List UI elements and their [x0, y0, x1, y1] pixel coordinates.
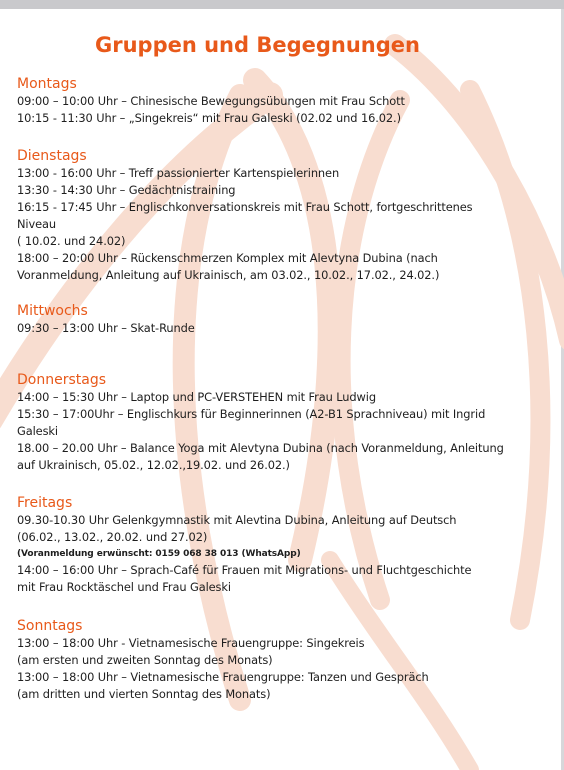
- schedule-line: 14:00 – 15:30 Uhr – Laptop und PC-VERSTEHEN mit Frau Ludwig: [17, 390, 376, 404]
- section-sonntags: [17, 618, 429, 703]
- section-heading: Dienstags: [17, 148, 87, 164]
- schedule-line: 13:00 – 18:00 Uhr – Vietnamesische Frauengruppe: Tanzen und Gespräch: [17, 670, 429, 684]
- section-heading: Montags: [17, 76, 77, 92]
- schedule-line: 09.30-10.30 Uhr Gelenkgymnastik mit Alevtina Dubina, Anleitung auf Deutsch: [17, 513, 457, 527]
- schedule-line: 18:00 – 20:00 Uhr – Rückenschmerzen Komplex mit Alevtyna Dubina (nach: [17, 251, 438, 265]
- schedule-line: 13:00 – 18:00 Uhr - Vietnamesische Frauengruppe: Singekreis: [17, 636, 365, 650]
- section-freitags: [17, 495, 471, 596]
- section-heading: Freitags: [17, 495, 73, 511]
- schedule-line: Galeski: [17, 424, 58, 438]
- schedule-line: 13:00 - 16:00 Uhr – Treff passionierter Kartenspielerinnen: [17, 166, 340, 180]
- schedule-line: 13:30 - 14:30 Uhr – Gedächtnistraining: [17, 183, 236, 197]
- schedule-line: Voranmeldung, Anleitung auf Ukrainisch, am 03.02., 10.02., 17.02., 24.02.): [17, 268, 440, 282]
- section-heading: Mittwochs: [17, 303, 88, 319]
- schedule-line: 09:00 – 10:00 Uhr – Chinesische Bewegungsübungen mit Frau Schott: [17, 94, 405, 108]
- section-heading: Donnerstags: [17, 372, 107, 388]
- schedule-line: 14:00 – 16:00 Uhr – Sprach-Café für Frauen mit Migrations- und Fluchtgeschichte: [17, 563, 472, 577]
- schedule-line: 18.00 – 20.00 Uhr – Balance Yoga mit Alevtyna Dubina (nach Voranmeldung, Anleitung: [17, 441, 504, 455]
- schedule-line: ( 10.02. und 24.02): [17, 234, 126, 248]
- schedule-line: Niveau: [17, 217, 57, 231]
- schedule-line: 15:30 – 17:00Uhr – Englischkurs für Beginnerinnen (A2-B1 Sprachniveau) mit Ingrid: [17, 407, 486, 421]
- schedule-line: (am dritten und vierten Sonntag des Monats): [17, 687, 271, 701]
- section-dienstags: [17, 148, 473, 284]
- schedule-line: 09:30 – 13:00 Uhr – Skat-Runde: [17, 321, 195, 335]
- schedule-line: (06.02., 13.02., 20.02. und 27.02): [17, 530, 208, 544]
- page-title: Gruppen und Begegnungen: [95, 33, 420, 57]
- schedule-line: 16:15 - 17:45 Uhr – Englischkonversationskreis mit Frau Schott, fortgeschrittenes: [17, 200, 473, 214]
- schedule-line: 10:15 - 11:30 Uhr – „Singekreis“ mit Frau Galeski (02.02 und 16.02.): [17, 111, 401, 125]
- section-montags: [17, 76, 405, 127]
- registration-note: (Voranmeldung erwünscht: 0159 068 38 013 (WhatsApp): [17, 549, 301, 559]
- schedule-line: auf Ukrainisch, 05.02., 12.02.,19.02. und 26.02.): [17, 458, 290, 472]
- schedule-line: mit Frau Rocktäschel und Frau Galeski: [17, 580, 231, 594]
- section-heading: Sonntags: [17, 618, 83, 634]
- schedule-line: (am ersten und zweiten Sonntag des Monats): [17, 653, 273, 667]
- section-mittwochs: [17, 303, 195, 337]
- section-donnerstags: [17, 372, 504, 474]
